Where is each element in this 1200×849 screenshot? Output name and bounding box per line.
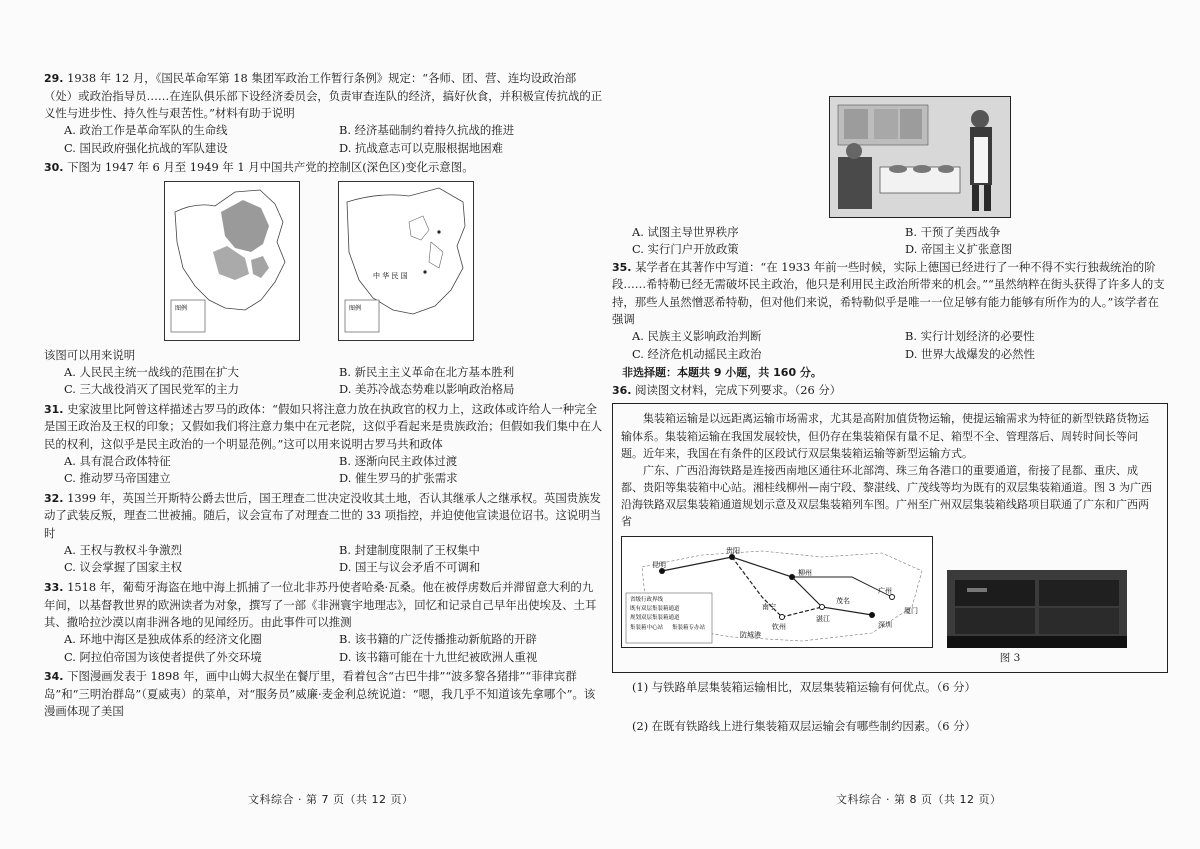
option-a: A. 环地中海区是独成体系的经济文化圈 bbox=[64, 632, 262, 647]
question-32 bbox=[44, 490, 604, 577]
city-label: 贵阳 bbox=[726, 546, 740, 555]
section-heading: 非选择题：本题共 9 小题，共 160 分。 bbox=[622, 366, 822, 380]
page-footer-8: 文科综合 · 第 8 页（共 12 页） bbox=[836, 793, 1002, 806]
question-number: 31. bbox=[44, 402, 64, 416]
material-paragraph-1: 集装箱运输是以远距离运输市场需求，尤其是高附加值货物运输，使提运输需求为特征的新型铁路货物运输体系。集装箱运输在我国发展较快，但仍存在集装箱保有量不足、箱型不全、管理落后、周转时间长等问题。近年来，我国在有条件的区段试行双层集装箱运输等新型运输方式。 bbox=[621, 412, 1149, 460]
option-b: B. 经济基础制约着持久抗战的推进 bbox=[339, 123, 515, 138]
option-d: D. 该书籍可能在十九世纪被欧洲人重视 bbox=[339, 649, 538, 664]
question-stem: 下图漫画发表于 1898 年，画中山姆大叔坐在餐厅里，看着包含“古巴牛排”“波多黎各猪排”“菲律宾群岛”和“三明治群岛”（夏威夷）的菜单，对“服务员”威廉·麦金利总统说道：“嗯，我几乎不知道该先拿哪个”。该漫画体现了美国 bbox=[44, 668, 596, 718]
question-stem: 1518 年，葡萄牙海盗在地中海上抓捕了一位北非苏丹使者哈桑·瓦桑。他在被俘虏数后并滞留意大利的九年间，以基督教世界的欧洲读者为对象，撰写了一部《非洲寰宇地理志》，回忆和记录自己早年出使埃及、土耳其、撒哈拉沙漠以南非洲各地的见闻经历。由此事件可以推测 bbox=[44, 579, 597, 629]
map-2-country-label: 中 华 民 国 bbox=[373, 271, 408, 280]
option-c: C. 推动罗马帝国建立 bbox=[64, 471, 171, 486]
double-stack-train-photo bbox=[947, 570, 1127, 648]
map-1947-drawing bbox=[165, 182, 299, 340]
city-label: 深圳 bbox=[878, 620, 892, 629]
question-34 bbox=[44, 668, 604, 720]
city-label: 昆明 bbox=[652, 560, 666, 569]
material-paragraph-2: 广东、广西沿海铁路是连接西南地区通往环北部湾、珠三角各港口的重要通道，衔接了昆都、重庆、成都、贵阳等集装箱中心站。湘桂线柳州—南宁段、黎湛线、广茂线等均为既有的双层集装箱通道。图 3 为广西沿海铁路双层集装箱通道规划示意及双层集装箱列车图。广州至广州双层集装箱线路项目联通了广东和广西两省 bbox=[621, 463, 1152, 528]
question-stem: 史家波里比阿曾这样描述古罗马的政体：“假如只将注意力放在执政官的权力上，这政体或许给人一种完全是国王政治及王权的印象；又假如我们将注意力集中在元老院，这似乎看起来是贵族政治；但假如我们集中在人民的权利，这似乎是民主政治的一个明显范例。”这可以用来说明古罗马共和政体 bbox=[44, 401, 603, 451]
question-stem: 阅读图文材料，完成下列要求。（26 分） bbox=[635, 382, 842, 397]
option-d: D. 国王与议会矛盾不可调和 bbox=[339, 560, 481, 575]
map-figures bbox=[44, 181, 604, 341]
option-b: B. 新民主主义革命在北方基本胜利 bbox=[339, 365, 515, 380]
map-1947 bbox=[164, 181, 300, 341]
legend-item: 省级行政界线 bbox=[630, 596, 664, 603]
question-number: 33. bbox=[44, 580, 64, 594]
options bbox=[44, 453, 604, 488]
exam-page-8 bbox=[612, 96, 1168, 738]
question-number: 34. bbox=[44, 669, 64, 683]
option-a: A. 试图主导世界秩序 bbox=[632, 225, 739, 239]
option-c: C. 三大战役消灭了国民党军的主力 bbox=[64, 382, 240, 397]
map-2-legend: 图例 bbox=[349, 304, 362, 312]
question-36 bbox=[612, 382, 1168, 736]
question-31 bbox=[44, 401, 604, 488]
options bbox=[44, 631, 604, 666]
option-a: A. 政治工作是革命军队的生命线 bbox=[64, 123, 228, 138]
question-stem: 1938 年 12 月，《国民革命军第 18 集团军政治工作暂行条例》规定：“各师、团、营、连均设政治部（处）或政治指导员……在连队俱乐部下设经济委员会，负责审查连队的经济，搞好伙食，并积极宣传抗战的正义性与进步性、持久性与艰苦性。”材料有助于说明 bbox=[44, 71, 603, 121]
question-number: 36. bbox=[612, 383, 632, 397]
option-b: B. 该书籍的广泛传播推动新航路的开辟 bbox=[339, 632, 537, 647]
question-33 bbox=[44, 579, 604, 666]
map-1949 bbox=[338, 181, 474, 341]
question-number: 30. bbox=[44, 161, 64, 175]
cartoon-drawing bbox=[830, 97, 1010, 217]
option-c: C. 国民政府强化抗战的军队建设 bbox=[64, 140, 228, 155]
railway-map-drawing bbox=[622, 537, 932, 647]
question-29 bbox=[44, 70, 604, 157]
option-d: D. 帝国主义扩张意图 bbox=[905, 242, 1013, 257]
options bbox=[612, 328, 1168, 363]
option-b: B. 干预了美西战争 bbox=[905, 225, 1001, 239]
options bbox=[44, 542, 604, 577]
option-d: D. 催生罗马的扩张需求 bbox=[339, 471, 458, 486]
option-a: A. 人民民主统一战线的范围在扩大 bbox=[64, 365, 239, 380]
question-number: 32. bbox=[44, 491, 64, 505]
exam-page-7 bbox=[44, 70, 604, 722]
question-stem: 下图为 1947 年 6 月至 1949 年 1 月中国共产党的控制区(深色区)变化示意图。 bbox=[67, 160, 474, 175]
map-1-legend: 图例 bbox=[175, 304, 188, 312]
legend-item: 集装箱专办站 bbox=[672, 624, 706, 631]
question-stem: 某学者在其著作中写道：“在 1933 年前一些时候，实际上德国已经进行了一种不得不实行独裁统治的阶段……希特勒已经无需破坏民主政治，他只是利用民主政治所带来的机会。”“虽然纳粹在街头获得了许多人的支持，那些人虽然憎恶希特勒，但对他们来说，希特勒似乎是唯一一位足够有能力能够有所作为的人。”该学者在强调 bbox=[612, 259, 1165, 327]
option-d: D. 世界大战爆发的必然性 bbox=[905, 346, 1035, 361]
option-b: B. 实行计划经济的必要性 bbox=[905, 329, 1035, 344]
legend-item: 既有双层集装箱通道 bbox=[630, 605, 680, 612]
map-1949-drawing bbox=[339, 182, 473, 340]
question-34-options bbox=[612, 224, 1168, 259]
option-d: D. 美苏冷战态势难以影响政治格局 bbox=[339, 382, 515, 397]
option-a: A. 王权与教权斗争激烈 bbox=[64, 543, 182, 558]
options bbox=[44, 364, 604, 399]
railway-map bbox=[621, 536, 933, 648]
legend-item: 集装箱中心站 bbox=[630, 624, 664, 631]
option-a: A. 具有混合政体特征 bbox=[64, 454, 171, 469]
question-stem: 1399 年，英国兰开斯特公爵去世后，国王理查二世决定没收其土地，否认其继承人之继承权。英国贵族发动了武装反叛，理查二世被捕。随后，议会宣布了对理查二世的 33 项指控，并迫使他宣读退位诏书。这说明当时 bbox=[44, 490, 602, 540]
option-c: C. 实行门户开放政策 bbox=[632, 242, 739, 257]
option-c: C. 阿拉伯帝国为该使者提供了外交环境 bbox=[64, 649, 262, 664]
train-photo-drawing bbox=[947, 570, 1127, 648]
question-35 bbox=[612, 259, 1168, 363]
city-label: 南宁 bbox=[762, 602, 776, 611]
city-label: 防城港 bbox=[740, 630, 761, 639]
figure-caption: 图 3 bbox=[999, 651, 1021, 664]
question-number: 35. bbox=[612, 260, 632, 274]
city-label: 广州 bbox=[878, 586, 892, 595]
option-a: A. 民族主义影响政治判断 bbox=[632, 329, 762, 344]
option-c: C. 经济危机动摇民主政治 bbox=[632, 346, 762, 361]
question-prompt: 该图可以用来说明 bbox=[44, 347, 136, 362]
city-label: 柳州 bbox=[798, 568, 812, 577]
question-number: 29. bbox=[44, 72, 64, 85]
uncle-sam-cartoon bbox=[829, 96, 1011, 218]
option-d: D. 抗战意志可以克服根据地困难 bbox=[339, 140, 504, 155]
reading-material bbox=[612, 403, 1168, 673]
page-footer-7: 文科综合 · 第 7 页（共 12 页） bbox=[248, 793, 414, 806]
city-label: 茂名 bbox=[836, 596, 850, 605]
option-b: B. 逐渐向民主政体过渡 bbox=[339, 454, 458, 469]
sub-question-1: (1) 与铁路单层集装箱运输相比，双层集装箱运输有何优点。（6 分） bbox=[632, 680, 976, 695]
legend-item: 规划双层集装箱通道 bbox=[630, 614, 680, 621]
option-c: C. 议会掌握了国家主权 bbox=[64, 560, 183, 575]
city-label: 湛江 bbox=[816, 614, 830, 623]
city-label: 厦门 bbox=[904, 606, 918, 615]
option-b: B. 封建制度限制了王权集中 bbox=[339, 543, 480, 558]
city-label: 钦州 bbox=[772, 622, 786, 631]
sub-question-2: (2) 在既有铁路线上进行集装箱双层运输会有哪些制约因素。（6 分） bbox=[632, 719, 976, 734]
question-30 bbox=[44, 159, 604, 399]
options bbox=[44, 122, 604, 157]
figure-row bbox=[621, 536, 1159, 648]
cartoon-figure bbox=[612, 96, 1168, 218]
